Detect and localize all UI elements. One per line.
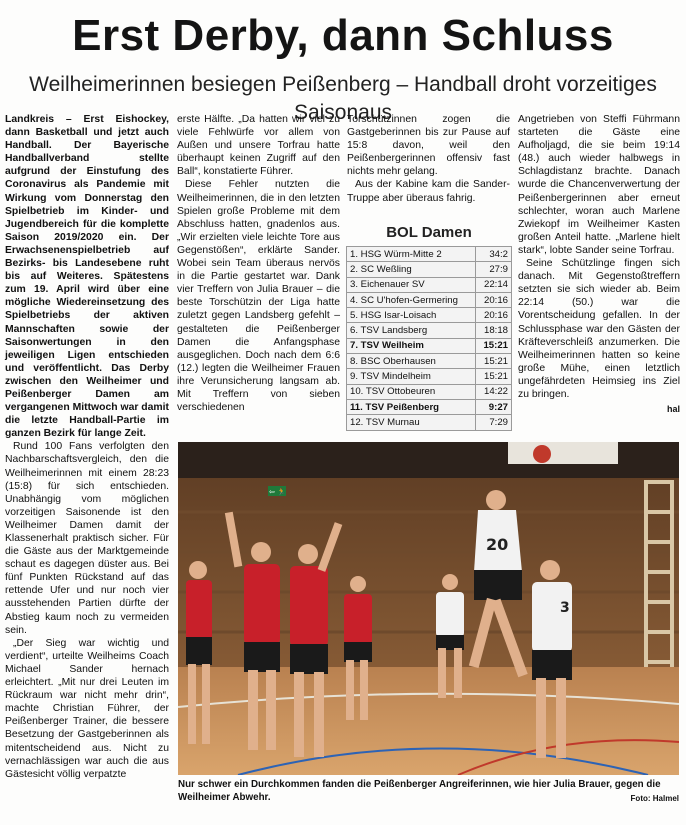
handball (533, 445, 551, 463)
team-cell: 5. HSG Isar-Loisach (347, 308, 476, 323)
team-cell: 11. TSV Peißenberg (347, 399, 476, 414)
points-cell: 22:14 (476, 277, 512, 292)
jersey-number: 20 (486, 535, 509, 554)
article-column-1 (5, 113, 169, 818)
paragraph: Angetrieben von Steffi Führmann starteten die Gäste eine Aufholjagd, die sie beim 19:14 (48.) auch wieder halbwegs in Schlagdistanz brachte. Danach wurde die Chancenverwertung der Peißenbergerinnen aber erneut schlechter, woran auch Marlene Zwiekopf im Weilheimer Kasten großen Anteil hatte. „Marlene hielt stark“, lobte Sander seine Torfrau. (518, 114, 680, 256)
team-cell: 12. TSV Murnau (347, 415, 476, 430)
standings-row (347, 323, 512, 338)
points-cell: 18:18 (476, 323, 512, 338)
table-title: BOL Damen (386, 224, 472, 241)
paragraph: Diese Fehler nutzten die Weilheimerinnen, die in den letzten Spielen große Probleme mit dem Abschluss hatten, gnadenlos aus. „Wir erzielten viele leichte Tore aus Gegenstößen“, erklärte Sander. Wobei sein Team überaus nervös in die Partie gestartet war. Dank vier Treffern von Julia Brauer – die beste Torschützin der Liga hatte zuletzt gegen Landsberg gefehlt – gestalteten die Peißenberger Damen die Anfangsphase ausgeglichen. Doch nach dem 6:6 (12.) legten die Weilheimer Frauen ihre Verunsicherung langsam ab. Mit Treffern von sieben verschiedenen (177, 179, 340, 414)
paragraph: „Der Sieg war wichtig und verdient“, urteilte Weilheims Coach Michael Sander hernach erleichtert. „Mit nur drei Leuten im Rückraum war nicht mehr drin“, machte Christian Führer, der Peißenberger Trainer, die bessere Besetzung der Gastgeberinnen als mitentscheidend aus. Nicht zu vernachlässigen war auch die aus Gästesicht völlig verpatzte (5, 637, 169, 780)
points-cell: 15:21 (476, 338, 512, 353)
points-cell: 9:27 (476, 399, 512, 414)
photo-caption (178, 779, 679, 804)
handball-scene-image (178, 442, 679, 775)
points-cell: 20:16 (476, 292, 512, 307)
paragraph: Torschützinnen zogen die Gastgeberinnen bis zur Pause auf 15:8 davon, weil den Peißenbergerinnen offensiv fast nichts mehr gelang. (347, 114, 510, 178)
league-standings (346, 222, 512, 431)
team-cell: 1. HSG Würm-Mitte 2 (347, 247, 476, 262)
subheadline: Weilheimerinnen besiegen Peißenberg – Handball droht vorzeitiges Saisonaus (29, 73, 657, 124)
standings-row (347, 384, 512, 399)
points-cell: 15:21 (476, 369, 512, 384)
team-cell: 7. TSV Weilheim (347, 338, 476, 353)
points-cell: 7:29 (476, 415, 512, 430)
team-cell: 2. SC Weßling (347, 262, 476, 277)
team-cell: 6. TSV Landsberg (347, 323, 476, 338)
caption-text: Nur schwer ein Durchkommen fanden die Peißenberger Angreiferinnen, wie hier Julia Brauer, gegen die Weilheimer Abwehr. (178, 779, 661, 803)
points-cell: 27:9 (476, 262, 512, 277)
team-cell: 4. SC U'hofen-Germering (347, 292, 476, 307)
team-cell: 8. BSC Oberhausen (347, 354, 476, 369)
points-cell: 15:21 (476, 354, 512, 369)
standings-row (347, 277, 512, 292)
author-initials: hal (666, 404, 680, 415)
paragraph: Aus der Kabine kam die Sander-Truppe aber überaus fahrig. (347, 179, 510, 204)
article-column-2 (177, 113, 340, 431)
team-cell: 9. TSV Mindelheim (347, 369, 476, 384)
standings-row (347, 338, 512, 353)
headline: Erst Derby, dann Schluss (72, 11, 614, 60)
standings-row (347, 292, 512, 307)
article-column-3 (347, 113, 510, 208)
points-cell: 20:16 (476, 308, 512, 323)
standings-row (347, 354, 512, 369)
standings-row (347, 369, 512, 384)
match-photo (178, 442, 679, 775)
lead-paragraph: Landkreis – Erst Eishockey, dann Basketball und jetzt auch Handball. Der Bayerische Handballverband stellte aufgrund der Einstufung des Coronavirus als Pandemie mit Wirkung vom Donnerstag den Spielbetrieb im Kinder- und Jugendbereich für die komplette Saison 2019/2020 ein. Der Erwachsenenspielbetrieb auf Bezirks- bis Landesebene ruht bis auf Weiteres. Spätestens zum 19. April wird über eine mögliche Wiedereinsetzung des Spielbetriebs der aktiven Mannschaften sowie der Saisonwertungen in den jeweiligen Ligen entschieden und veröffentlicht. Das Derby zwischen den Weilheimer und Peißenberger Damen am vergangenen Mittwoch war damit die letzte Handball-Partie im ganzen Bezirk für lange Zeit. (5, 114, 169, 440)
points-cell: 14:22 (476, 384, 512, 399)
exit-sign: ⇦ 🏃 (269, 488, 286, 496)
paragraph: Seine Schützlinge fingen sich danach. Mit Gegenstoßtreffern setzten sie sich wieder ab. Beim 22:14 (50.) war die Vorentscheidung gefallen. In der Schlussphase war den Gästen der Kräfteverschleiß anzumerken. Die Weilheimerinnen hatten so keine große Mühe, einen letztlich ungefährdeten Heimsieg ins Ziel zu bringen. (518, 258, 680, 400)
standings-row (347, 262, 512, 277)
points-cell: 34:2 (476, 247, 512, 262)
article-column-4 (518, 113, 680, 433)
standings-table (346, 246, 512, 431)
team-cell: 3. Eichenauer SV (347, 277, 476, 292)
paragraph: erste Hälfte. „Da hatten wir viel zu viele Fehlwürfe vor allem von Außen und unsere Torfrau hatte überhaupt keinen Zugriff auf den Ball“, konstatierte Führer. (177, 114, 340, 178)
standings-row (347, 399, 512, 414)
standings-row (347, 415, 512, 430)
standings-row (347, 308, 512, 323)
paragraph: Rund 100 Fans verfolgten den Nachbarschaftsvergleich, den die Weilheimerinnen mit einem 28:23 (15:8) für sich entschieden. Unabhängig vom möglichen vorzeitigen Saisonende ist den Weilheimer Damen damit der Klassenerhalt praktisch sicher. Für die Gäste aus der Marktgemeinde schaut es dagegen düster aus. Bei fünf Punkten Rückstand auf das rettende Ufer und nur noch vier ausstehenden Partien dürfte der Abstieg kaum noch zu vermeiden sein. (5, 441, 169, 636)
team-cell: 10. TSV Ottobeuren (347, 384, 476, 399)
jersey-number: 3 (560, 600, 570, 616)
photo-credit: Foto: Halmel (630, 793, 679, 803)
standings-row (347, 247, 512, 262)
